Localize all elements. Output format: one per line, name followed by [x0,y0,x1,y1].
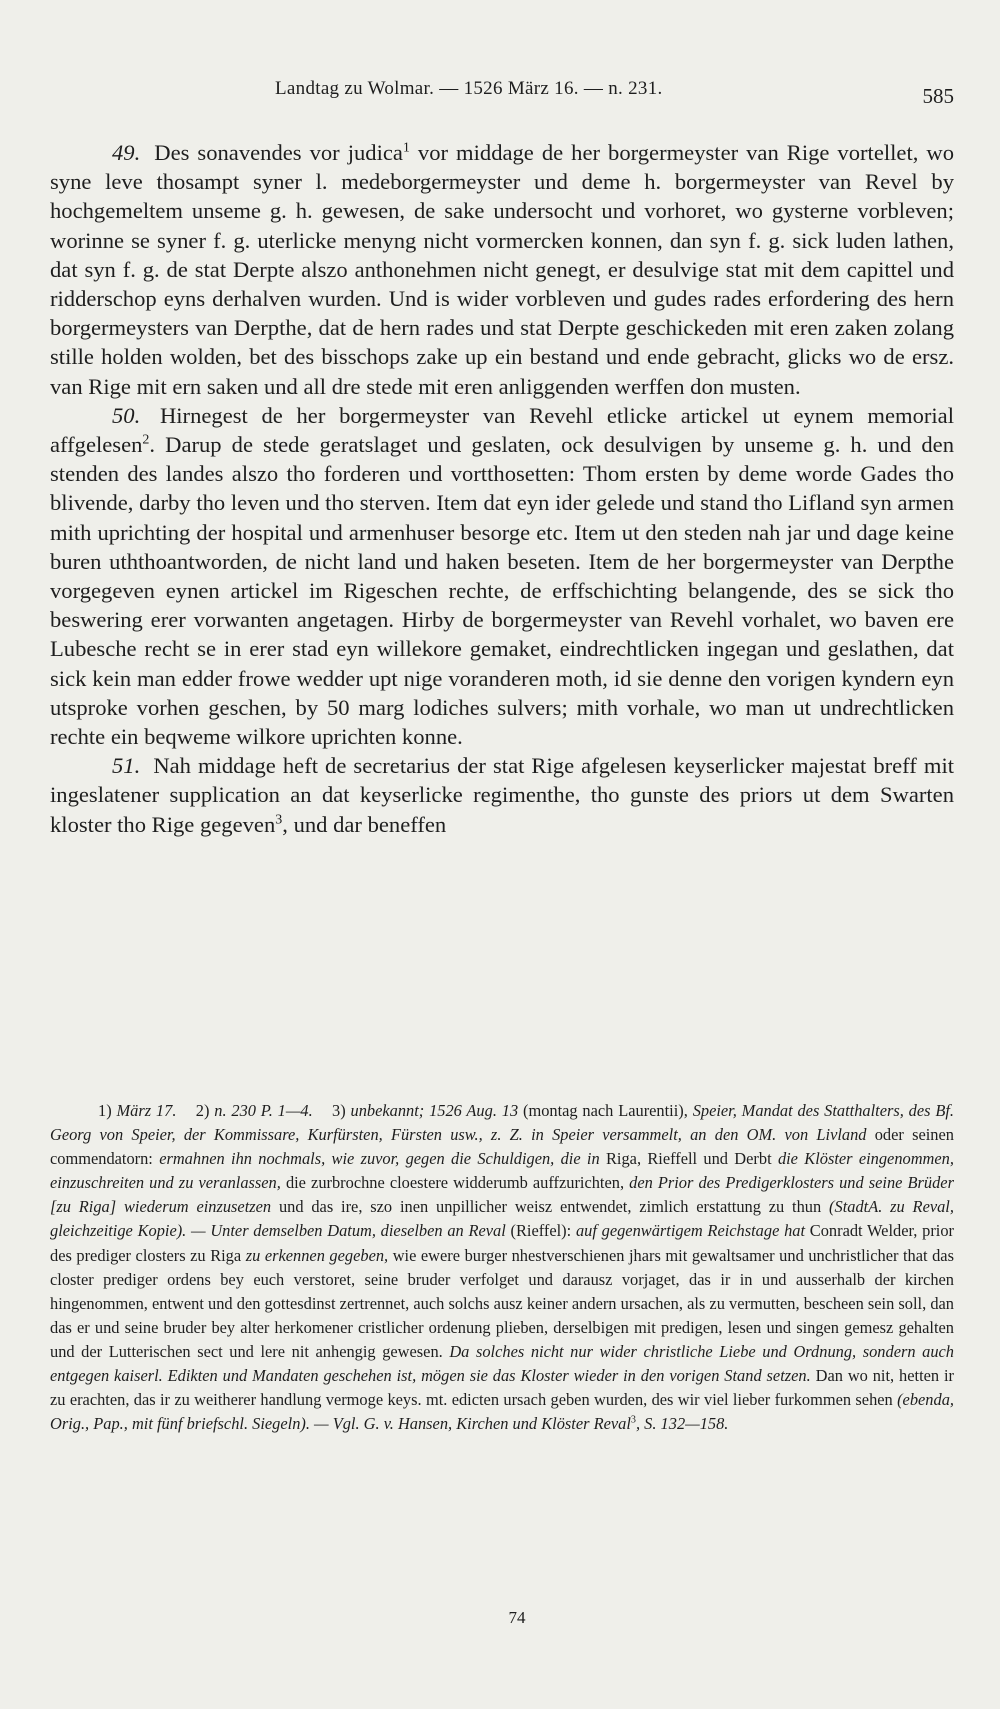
footnote-3-text: oder seinen commendatorn: [50,1125,954,1169]
footnote-3-text: (ebenda, Orig., Pap., mit fünf briefschl. Siegeln). — Vgl. G. v. Hansen, Kirchen und Klöster Reval [50,1390,954,1434]
footnote-3-text: und das ire, szo inen unpillicher weisz entwendet, zimlich erstattung zu thun [278,1197,822,1217]
running-title: Landtag zu Wolmar. — 1526 März 16. — n. 231. [275,78,663,99]
footnote-3-text: die Klöster eingenommen, einzuschreiten und zu veranlassen, [50,1149,954,1193]
footnote-3-text: (StadtA. zu Reval, gleichzeitige Kopie). — Unter demselben Datum, dieselben an Reval [50,1197,954,1241]
paragraph-text: Hirnegest de her borgermeyster van Revehl etlicke artickel ut eynem memorial affgelesen [50,402,954,458]
paragraph-number: 50. [112,402,141,428]
paragraph-text: vor middage de her borgermeyster van Rige vortellet, wo syne leve thosampt syner l. medeborgermeyster und deme h. borgermeyster van Revel by hochgemeltem unseme g. h. gewesen, de sake undersocht und vorhoret, wo gysterne vorbleven; worinne se syner f. g. uterlicke menyng nicht vormercken konnen, dan syn f. g. sick luden lathen, dat syn f. g. de stat Derpte alszo anthonehmen nicht genegt, er desulvige stat mit dem capittel und ridderschop eyns derhalven wurden. Und is wider vorbleven und gudes rades erfordering des hern borgermeysters van Derpthe, dat de hern rades und stat Derpte geschickeden mit eren zaken zolang stille holden wolden, bet des bisschops zake up ein bestand und ende gebracht, glicks wo de ersz. van Rige mit ern saken und all dre stede mit eren anliggenden werffen don musten. [50,140,954,399]
paragraph-number: 51. [112,753,141,779]
footnote-mark-2: 2) [195,1101,210,1120]
footnote-3-text: Dan wo nit, hetten ir zu erachten, das ir zu weitherer handlung vermoge keys. mt. edicten ursach geben wurden, des wir viel lieber furkommen sehen [50,1366,954,1410]
paragraph-number: 49. [112,140,141,165]
signature-mark: 74 [508,1608,526,1627]
footnote-3-text: die zurbrochne cloestere widderumb auffzurichten, [285,1173,625,1193]
footnote-3-lead: unbekannt; 1526 Aug. 13 [350,1101,519,1120]
footnote-3-text: Da solches nicht nur wider christliche Liebe und Ordnung, sondern auch entgegen kaiserl. Edikten und Mandaten geschehen ist, mögen sie das Kloster wieder in den vorigen Stand setzen. [50,1341,954,1386]
footnote-3-text: den Prior des Predigerklosters und seine Brüder [zu Riga] wiederum einzusetzen [50,1173,954,1217]
footnote-mark-1: 1) [98,1101,112,1120]
paragraph-51 [50,751,954,839]
footnote-3-text: Conradt Welder, prior des prediger closters zu [50,1221,954,1265]
paragraph-text: . Darup de stede geratslaget und geslaten, ock desulvigen by unseme g. h. und den stenden des landes alszo tho forderen und vortthosetten: Thom ersten by deme worde Gades tho blivende, darby tho leven und tho sterven. Item dat eyn ider gelede und stand tho Lifland syn armen mith uprichting der hospital und armenhuser besorge etc. Item ut den steden nah jar und dage keine buren uththoantworden, de nicht land und haken beseten. Item de her borgermeyster van Derpthe vorgegeven eynen artickel im Rigeschen rechte, de erffschichting belangende, des se sick tho beswering erer vorwanten angetagen. Hirby de borgermeyster van Revehl vorhalet, wo baven ere Lubesche recht se in erer stad eyn willekore gemaket, eindrechtlicken ingegan und geslathen, dat sick kein man edder frowe wedder upt nige voranderen moth, id sie denne den vorigen kyndern eyn utsproke vorhen geschen, by 50 marg lodiches sulvers; mith vorhale, wo man ut undrechtlicken rechte ein beqweme wilkore uprichten konne. [50,432,954,750]
footnote-3-text: wie ewere burger nhestverschienen jhars mit gewaltsamer und unchristlicher that das closter prediger ordens bey euch verstoret, seine bruder verfolget und darausz vorjaget, das ir in und ausserhalb der kirchen hingenommen, entwent und den gottesdinst zertrennet, auch solchs ausz keiner andern ursachen, als zu vermutten, bescheen sein soll, dan das er und seine bruder bey alter herkomener cristlicher ordenung plieben, derselbigen mit predigen, lesen und singen gemesz gehalten und der Lutterischen sect und lere nit anhengig gewesen. [50,1245,954,1361]
paragraph-text: Nah middage heft de secretarius der stat Rige afgelesen keyserlicker majestat breff mit ingeslatener supplication an dat keyserlicke regimenthe, tho gunste des priors ut dem Swarten kloster tho Rige gegeven [50,753,954,837]
footnote-ref-3: 3 [275,812,283,828]
main-text [50,138,954,839]
footnote-3-text: Speier, Mandat des Statthalters, des Bf. Georg von Speier, der Kommissare, Kurfürsten, Fürsten usw., z. Z. in Speier versammelt, an den OM. von Livland [50,1101,955,1145]
footnote-1: März 17. [116,1101,177,1120]
footnote-2: n. 230 P. 1—4. [214,1101,313,1120]
footnote-mark-3: 3) [332,1101,346,1120]
paragraph-49 [50,138,954,401]
footnote-3-sup: 3 [630,1414,636,1426]
footnote-3-text: (Rieffel): [510,1221,572,1241]
paragraph-50 [50,401,954,751]
paragraph-text: Des sonavendes vor judica [154,140,403,165]
footnote-3-text: zu erkennen gegeben, [245,1245,389,1265]
footnotes [50,1099,954,1436]
running-header [50,72,954,108]
footnote-3-text: ermahnen ihn nochmals, wie zuvor, gegen die Schuldigen, die in [159,1149,600,1169]
footnote-3-text: (montag nach Laurentii), [522,1101,688,1120]
footnote-3-text: auf gegenwärtigem Reichstage hat [575,1221,806,1241]
footnote-3-text: , S. 132—158. [635,1414,729,1434]
footnote-ref-2: 2 [142,432,150,448]
footnote-ref-1: 1 [402,140,410,156]
paragraph-text: , und dar beneffen [282,811,447,837]
footnote-3-text: Riga [210,1245,242,1265]
footnote-3-text: Riga, Rieffell und Derbt [605,1149,772,1169]
page-number: 585 [922,84,954,108]
footnote-block [50,1099,954,1436]
